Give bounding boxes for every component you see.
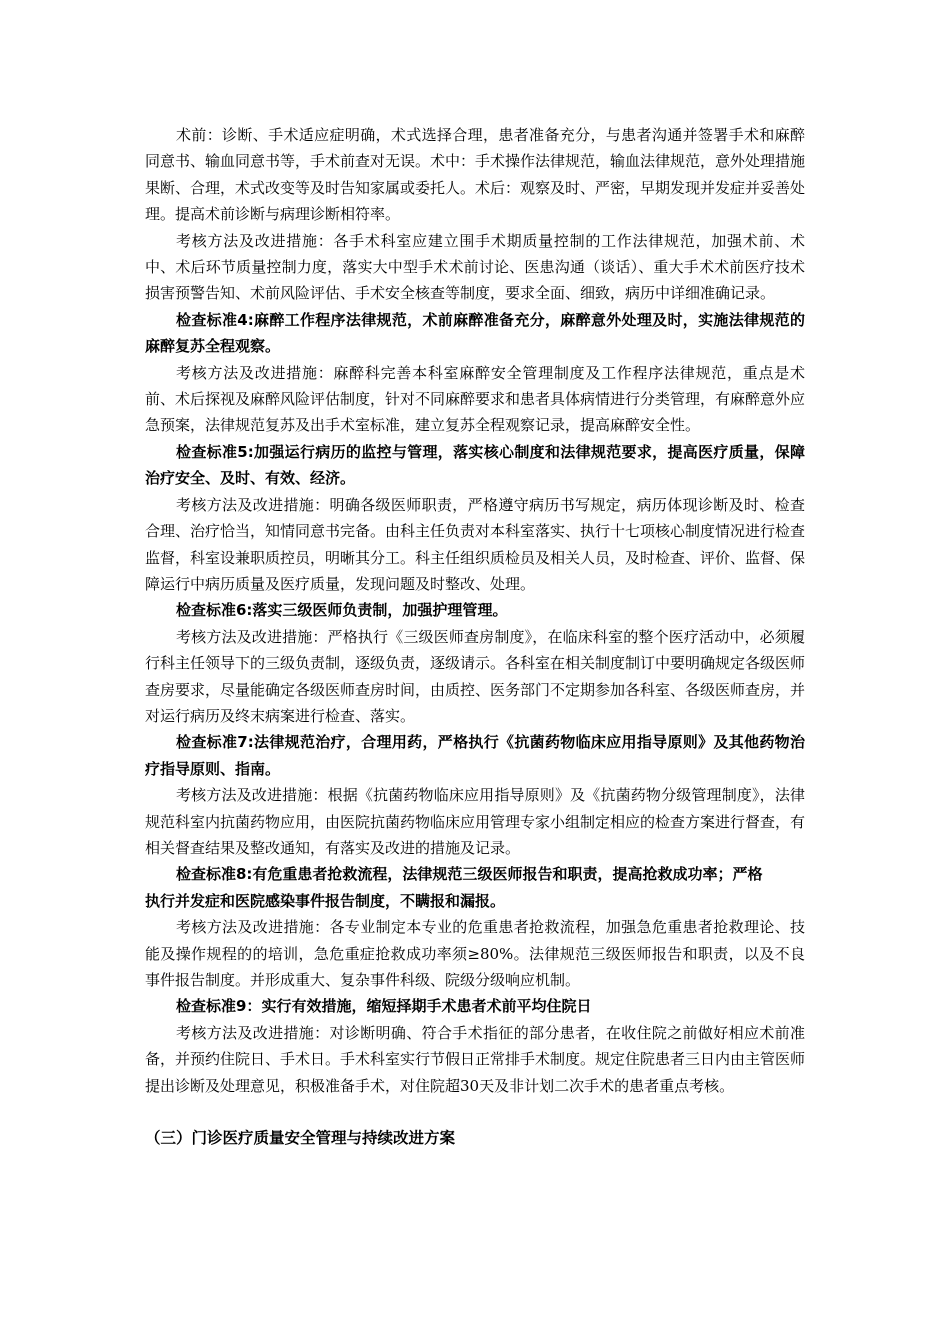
standard-4-heading: 检查标准4:麻醉工作程序法律规范，术前麻醉准备充分，麻醉意外处理及时，实施法律规范的麻醉复苏全程观察。 [145,310,805,356]
standard-9-heading: 检查标准9：实行有效措施，缩短择期手术患者术前平均住院日 [176,997,592,1016]
standard-6-heading: 检查标准6:落实三级医师负责制，加强护理管理。 [176,601,508,620]
document-body [145,122,805,1151]
standard-8-heading-cont: 执行并发症和医院感染事件报告制度，不瞒报和漏报。 [145,891,506,910]
paragraph-assessment-antibiotics: 考核方法及改进措施：根据《抗菌药物临床应用指导原则》及《抗菌药物分级管理制度》，法律规范科室内抗菌药物应用，由医院抗菌药物临床应用管理专家小组制定相应的检查方案进行督查，有相关督查结果及整改通知，有落实及改进的措施及记录。 [145,786,806,857]
section-heading: （三）门诊医疗质量安全管理与持续改进方案 [145,1129,456,1148]
standard-5-heading: 检查标准5:加强运行病历的监控与管理，落实核心制度和法律规范要求，提高医疗质量，保障治疗安全、及时、有效、经济。 [145,442,805,488]
standard-8-heading: 检查标准8:有危重患者抢救流程，法律规范三级医师报告和职责，提高抢救成功率；严格 [176,865,763,884]
paragraph-assessment-surgery: 考核方法及改进措施：各手术科室应建立围手术期质量控制的工作法律规范，加强术前、术中、术后环节质量控制力度，落实大中型手术术前讨论、医患沟通（谈话）、重大手术术前医疗技术损害预警告知、术前风险评估、手术安全核查等制度，要求全面、细致，病历中详细准确记录。 [145,231,805,303]
paragraph-assessment-anesthesia: 考核方法及改进措施：麻醉科完善本科室麻醉安全管理制度及工作程序法律规范，重点是术前、术后探视及麻醉风险评估制度，针对不同麻醉要求和患者具体病情进行分类管理，有麻醉意外应急预案，法律规范复苏及出手术室标准，建立复苏全程观察记录，提高麻醉安全性。 [145,363,806,435]
paragraph-preop: 术前：诊断、手术适应症明确，术式选择合理，患者准备充分，与患者沟通并签署手术和麻醉同意书、输血同意书等，手术前查对无误。术中：手术操作法律规范，输血法律规范，意外处理措施果断、合理，术式改变等及时告知家属或委托人。术后：观察及时、严密，早期发现并发症并妥善处理。提高术前诊断与病理诊断相符率。 [145,126,806,224]
paragraph-assessment-rounds: 考核方法及改进措施：严格执行《三级医师查房制度》，在临床科室的整个医疗活动中，必须履行科主任领导下的三级负责制，逐级负责，逐级请示。各科室在相关制度制订中要明确规定各级医师查房要求，尽量能确定各级医师查房时间，由质控、医务部门不定期参加各科室、各级医师查房，并对运行病历及终末病案进行检查、落实。 [145,627,806,725]
paragraph-assessment-emergency: 考核方法及改进措施：各专业制定本专业的危重患者抢救流程，加强急危重患者抢救理论、技能及操作规程的的培训，急危重症抢救成功率须≥80%。法律规范三级医师报告和职责，以及不良事件报告制度。并形成重大、复杂事件科级、院级分级响应机制。 [145,918,805,989]
paragraph-assessment-records: 考核方法及改进措施：明确各级医师职责，严格遵守病历书写规定，病历体现诊断及时、检查合理、治疗恰当，知情同意书完备。由科主任负责对本科室落实、执行十七项核心制度情况进行检查监督，科室设兼职质控员，明晰其分工。科主任组织质检员及相关人员，及时检查、评价、监督、保障运行中病历质量及医疗质量，发现问题及时整改、处理。 [145,495,806,593]
spacer [145,1099,805,1125]
standard-7-heading: 检查标准7:法律规范治疗，合理用药，严格执行《抗菌药物临床应用指导原则》及其他药物治疗指导原则、指南。 [145,733,805,778]
paragraph-assessment-los: 考核方法及改进措施：对诊断明确、符合手术指征的部分患者，在收住院之前做好相应术前准备，并预约住院日、手术日。手术科室实行节假日正常排手术制度。规定住院患者三日内由主管医师提出诊断及处理意见，积极准备手术，对住院超30天及非计划二次手术的患者重点考核。 [145,1023,806,1095]
